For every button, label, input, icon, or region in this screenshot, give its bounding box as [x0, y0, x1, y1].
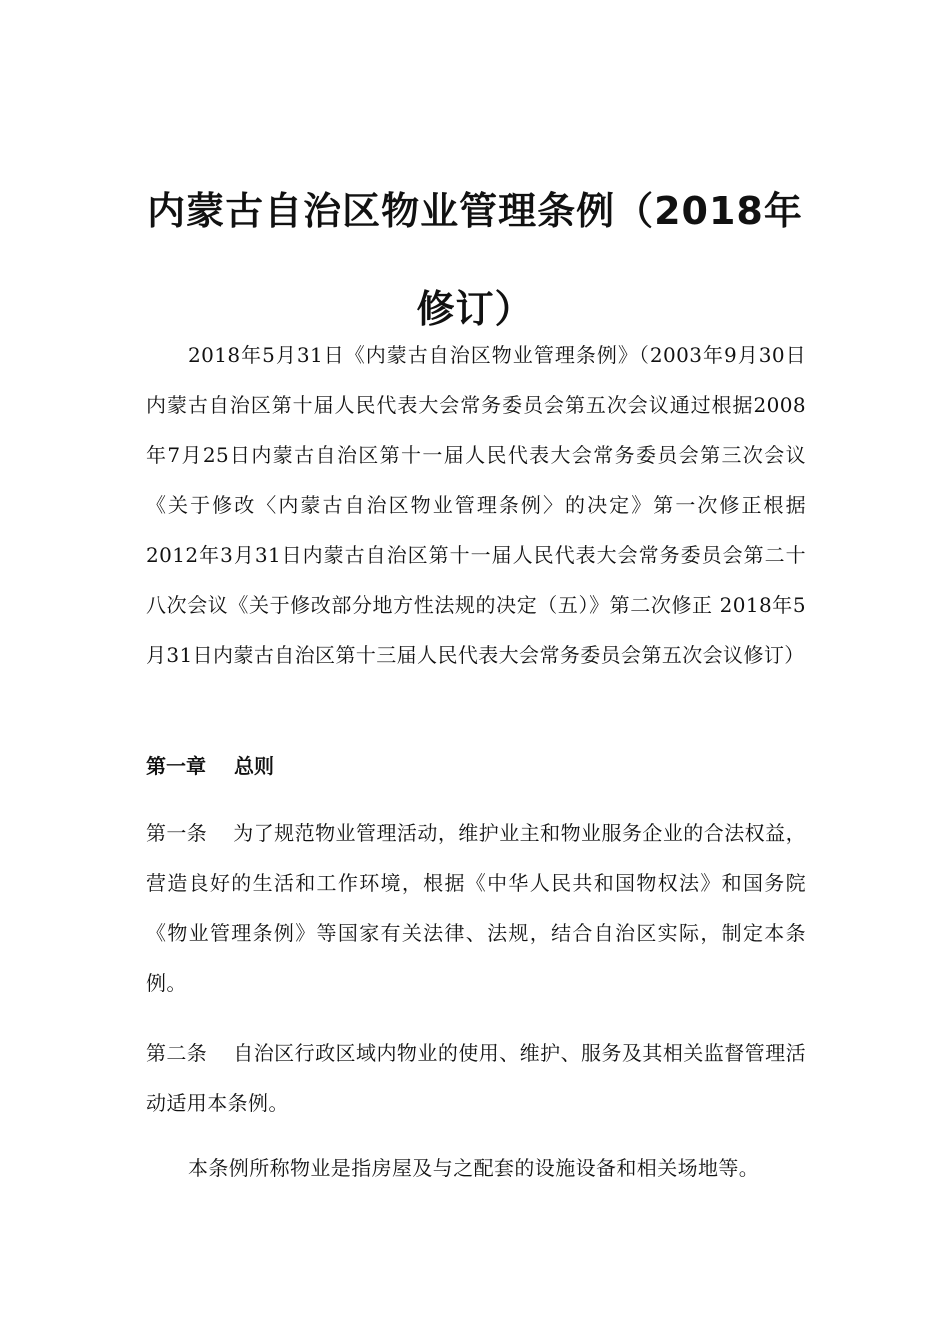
article-2-text: 自治区行政区域内物业的使用、维护、服务及其相关监督管理活动适用本条例。: [146, 1041, 806, 1115]
chapter-number: 第一章: [146, 754, 206, 778]
preamble-paragraph: 2018年5月31日《内蒙古自治区物业管理条例》（2003年9月30日内蒙古自治区第十届人民代表大会常务委员会第五次会议通过根据2008年7月25日内蒙古自治区第十一届人民代表大会常务委员会第三次会议《关于修改〈内蒙古自治区物业管理条例〉的决定》第一次修正根据2012年3月31日内蒙古自治区第十一届人民代表大会常务委员会第二十八次会议《关于修改部分地方性法规的决定（五）》第二次修正 2018年5月31日内蒙古自治区第十三届人民代表大会常务委员会第五次会议修订）: [146, 343, 806, 667]
article-2: [146, 1028, 806, 1128]
article-1: [146, 808, 806, 1008]
chapter-heading: [146, 746, 274, 786]
document-title: 内蒙古自治区物业管理条例（2018年修订）: [147, 189, 803, 331]
article-1-text: 为了规范物业管理活动，维护业主和物业服务企业的合法权益，营造良好的生活和工作环境，根据《中华人民共和国物权法》和国务院《物业管理条例》等国家有关法律、法规，结合自治区实际，制定本条例。: [146, 821, 806, 995]
chapter-name: 总则: [234, 754, 274, 778]
article-2-label: 第二条: [146, 1041, 208, 1065]
definition-paragraph: 本条例所称物业是指房屋及与之配套的设施设备和相关场地等。: [188, 1156, 760, 1180]
article-1-label: 第一条: [146, 821, 208, 845]
